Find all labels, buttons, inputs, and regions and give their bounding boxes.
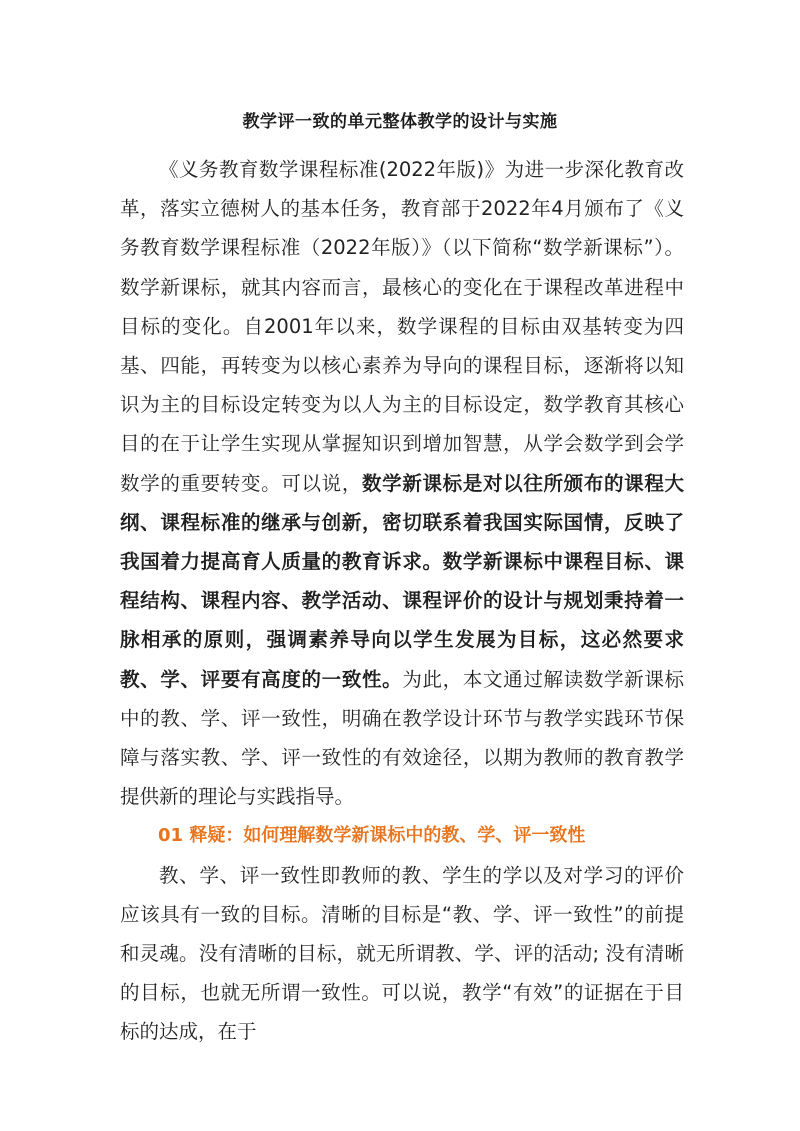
document-body [120,150,684,1052]
paragraph-intro-emphasis: 数学新课标是对以往所颁布的课程大纲、课程标准的继承与创新，密切联系着我国实际国情，反映了我国着力提高育人质量的教育诉求。数学新课标中课程目标、课程结构、课程内容、教学活动、课程评价的设计与规划秉持着一脉相承的原则，强调素养导向以学生发展为目标，这必然要求教、学、评要有高度的一致性。 [120,471,684,691]
section-heading: 01 释疑：如何理解数学新课标中的教、学、评一致性 [158,825,586,847]
paragraph-intro [120,150,684,816]
paragraph-intro-outro: 为此，本文通过解读数学新课标中的教、学、评一致性，明确在教学设计环节与教学实践环节保障与落实教、学、评一致性的有效途径，以期为教师的教育教学提供新的理论与实践指导。 [120,667,684,809]
paragraph-intro-text: 《义务教育数学课程标准(2022年版)》为进一步深化教育改革，落实立德树人的基本任务，教育部于2022年4月颁布了《义务教育数学课程标准（2022年版）》（以下简称“数学新课标”）。数学新课标，就其内容而言，最核心的变化在于课程改革进程中目标的变化。自2001年以来，数学课程的目标由双基转变为四基、四能，再转变为以核心素养为导向的课程目标，逐渐将以知识为主的目标设定转变为以人为主的目标设定，数学教育其核心目的在于让学生实现从掌握知识到增加智慧，从学会数学到会学数学的重要转变。可以说， [120,158,684,495]
paragraph-section1: 教、学、评一致性即教师的教、学生的学以及对学习的评价应该具有一致的目标。清晰的目标是“教、学、评一致性”的前提和灵魂。没有清晰的目标，就无所谓教、学、评的活动; 没有清晰的目标，也就无所谓一致性。可以说，教学“有效”的证据在于目标的达成，在于 [120,863,684,1044]
document-title: 教学评一致的单元整体教学的设计与实施 [242,112,558,132]
